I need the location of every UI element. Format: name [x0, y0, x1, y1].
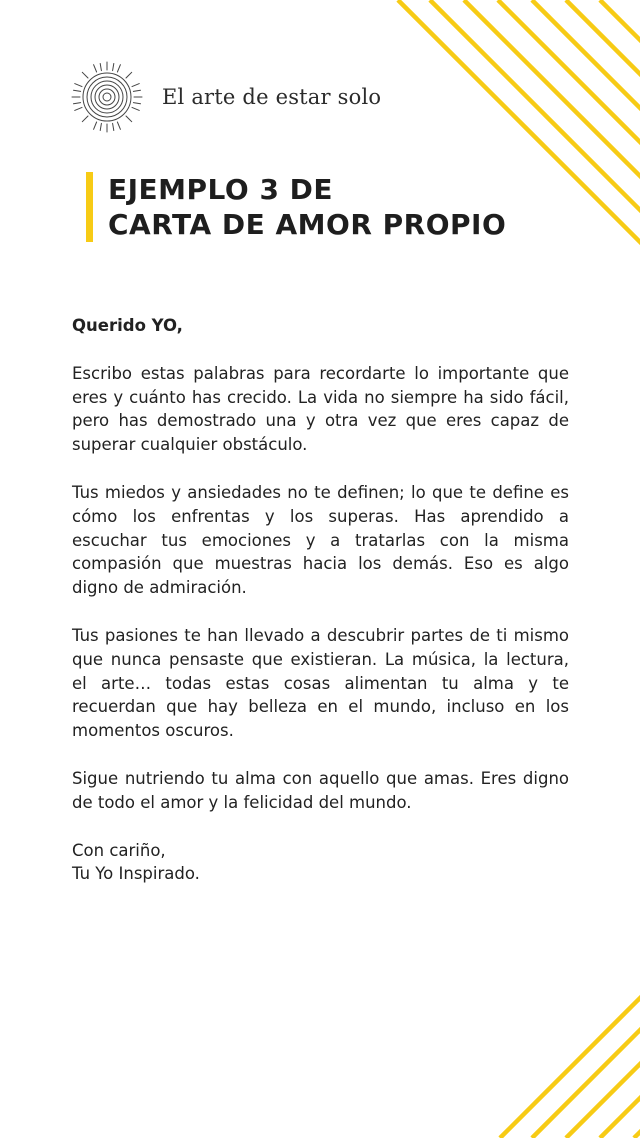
spiral-sun-icon: [66, 56, 148, 138]
title-line-2: CARTA DE AMOR PROPIO: [108, 208, 507, 241]
brand-name: El arte de estar solo: [162, 85, 382, 109]
closing-line-1: Con cariño,: [72, 840, 166, 860]
closing-signature: Tu Yo Inspirado.: [72, 864, 200, 884]
letter-salutation: Querido YO,: [72, 316, 183, 335]
letter-closing: [72, 839, 569, 887]
letter-paragraph: Escribo estas palabras para recordarte lo importante que eres y cuánto has crecido. La vida no siempre ha sido fácil, pero has demostrado una y otra vez que eres capaz de superar cualquier obstáculo.: [72, 363, 569, 455]
letter-body: [72, 314, 569, 910]
letter-paragraph: Tus pasiones te han llevado a descubrir partes de ti mismo que nunca pensaste que existieran. La música, la lectura, el arte… todas estas cosas alimentan tu alma y te recuerdan que hay belleza en el mundo, incluso en los momentos oscuros.: [72, 625, 569, 741]
letter-paragraph: Sigue nutriendo tu alma con aquello que amas. Eres digno de todo el amor y la felicidad del mundo.: [72, 768, 569, 812]
title-line-1: EJEMPLO 3 DE: [108, 173, 334, 206]
letter-paragraph: Tus miedos y ansiedades no te definen; lo que te define es cómo los enfrentas y los superas. Has aprendido a escuchar tus emociones y a tratarlas con la misma compasión que muestras hacia los demás. Eso es algo digno de admiración.: [72, 482, 569, 598]
page-title: [86, 172, 506, 242]
brand-header: [66, 56, 381, 138]
